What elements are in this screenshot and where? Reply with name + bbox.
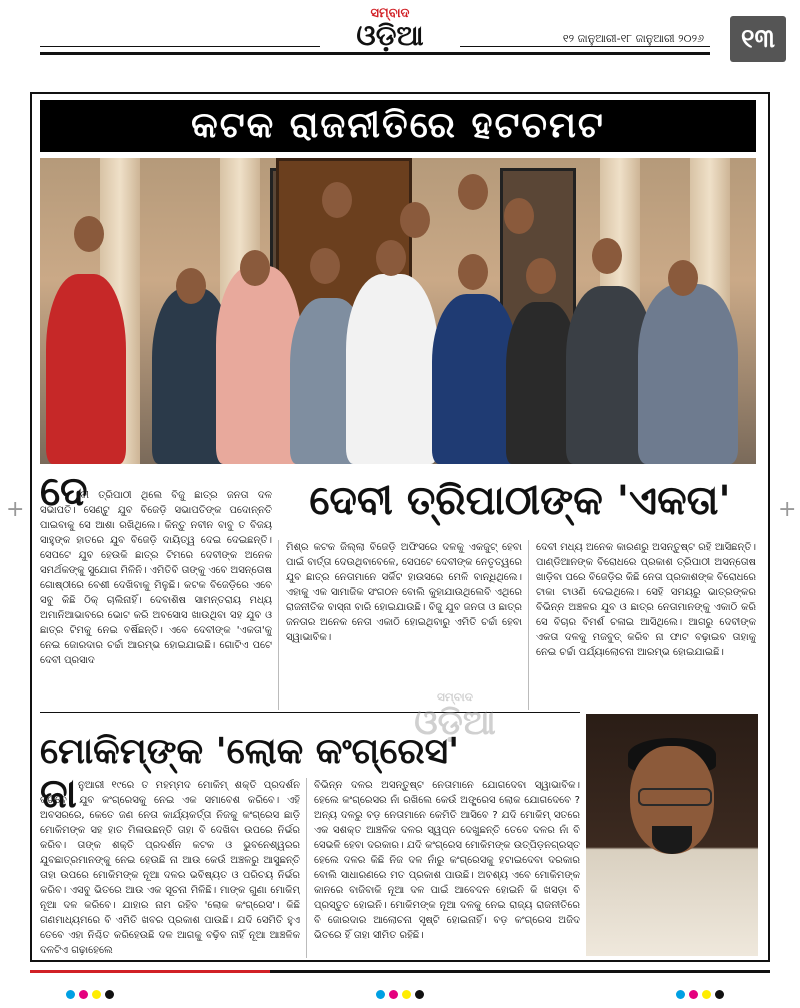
story2-column-1: ନୁଆରୀ ୧୯ରେ ତ ମହମ୍ମଦ ମୋକିମ୍ ଶକ୍ତି ପ୍ରଦର୍ଶନ କରିବେ। ଯୁବ କଂଗ୍ରେସକୁ ନେଇ ଏକ ସମାବେଶ କରିବେ। ଏହି ଅବସରରେ, କେତେ ଜଣ ନେତା କାର୍ଯ୍ୟକର୍ତ୍ତା ନିଜକୁ କଂଗ୍ରେସ ଛାଡ଼ି ମୋକିମଙ୍କ ସହ ହାତ ମିଳାଉଛନ୍ତି ତାହା ବି ଦେଖିବା ଉପରେ ନିର୍ଭର କରିବ। ତାଙ୍କ ଶକ୍ତି ପ୍ରଦର୍ଶନ କଟକ ଓ ଭୁବନେଶ୍ୱରର ଯୁବଛାତ୍ରମାନଙ୍କୁ ନେଇ ହେଉଛି ନା ଆଉ କେଉଁ ଅଞ୍ଚଳରୁ ଆସୁଛନ୍ତି ତାହା ଉପରେ ମୋକିମଙ୍କ ନୂଆ ଦଳର ଭବିଷ୍ୟତ ଓ ପରିଚୟ ନିର୍ଭର କରିବ। ଏସବୁ ଭିତରେ ଆଉ ଏକ ସୂଚନା ମିଳିଛି। ମାଙ୍କ ଗୁଣା ମୋକିମ୍ ନୂଆ ଦଳ କରିବେ। ଯାହାର ନାମ ରହିବ 'ଲୋକ କଂଗ୍ରେସ'। କିଛି ଗଣମାଧ୍ୟମରେ ବି ଏମିତି ଖବର ପ୍ରକାଶ ପାଉଛି। ଯଦି ସେମିତି ହୁଏ ତେବେ ଏହା ନିଶ୍ଚିତ କରିହେଉଛି ଦଳ ଆଗକୁ ବଢ଼ିବ ନାହିଁ ନୂଆ ଆଞ୍ଚଳିକ ଦଳଟିଏ ଗଢ଼ାହେଲେ — [40, 780, 300, 956]
portrait-beard — [652, 826, 692, 854]
issue-date: ୧୨ ଜାନୁଆରୀ-୧୮ ଜାନୁଆରୀ ୨୦୨୬ — [559, 32, 708, 46]
person-head — [310, 248, 340, 284]
person-head — [176, 268, 206, 304]
story1-dropcap: ଦେ — [40, 469, 88, 515]
black-dot — [715, 990, 724, 999]
crop-mark: + — [6, 497, 25, 522]
cyan-dot — [66, 990, 75, 999]
column-divider — [278, 540, 279, 710]
yellow-dot — [402, 990, 411, 999]
watermark-main: ଓଡ଼ିଆ — [414, 703, 496, 743]
person-head — [668, 260, 698, 296]
person — [638, 284, 738, 464]
registration-dots — [66, 984, 118, 1003]
story1-column-1: ବୀ ତ୍ରିପାଠୀ ଥିଲେ ବିଜୁ ଛାତ୍ର ଜନତା ଦଳ ସଭାପତି। ସେଣ୍ଟୁ ଯୁବ ବିଜେଡ଼ି ସଭାପତିଙ୍କ ପଦୋନ୍ନତି ପାଇବାକୁ ସେ ଆଶା ରଖିଥିଲେ। କିନ୍ତୁ ନବୀନ ବାବୁ ତ ବିଜୟ ସାହୁଙ୍କ ହାତରେ ଯୁବ ବିଜେଡ଼ି ଦାୟିତ୍ୱ ଦେଇ ଦେଇଛନ୍ତି। ସେପଟେ ଯୁବ ହେଉକି ଛାତ୍ର ଟିମରେ ଦେବୀଙ୍କ ଅନେକ ସମର୍ଥକଙ୍କୁ ସୁଯୋଗ ମିଳିନି। ଏମିତିବି ତାଙ୍କୁ ଏବେ ଅସନ୍ତୋଷ ଗୋଷ୍ଠୀରେ ବେଶୀ ଦେଖିବାକୁ ମିଳୁଛି। କଟକ ବିଜେଡ଼ିରେ ଏବେ ସବୁ କିଛି ଠିକ୍ ଚାଲିନାହିଁ। ଦେବାଶିଷ ସାମନ୍ତରାୟ ମଧ୍ୟ ଅମାନିଆଭାବରେ ଭୋଟ କରି ଅବସୋସ ଖାଉଥିବା ସହ ଯୁବ ଓ ଛାତ୍ର ଟିମକୁ ନେଇ ବର୍ଷିଛନ୍ତି। ଏବେ ଦେବୀଙ୍କ 'ଏକତା'କୁ ନେଇ ଜୋରଦାର ଚର୍ଚ୍ଚା ଆରମ୍ଭ ହୋଇଯାଇଛି। ଗୋଟିଏ ପଟେ ଦେବୀ ପ୍ରସାଦ — [40, 490, 272, 666]
story1-column-2: ମିଶ୍ର କଟକ ଜିଲ୍ଲା ବିଜେଡ଼ି ଅଫିସରେ ଦଳକୁ ଏକଜୁଟ୍ ହେବା ପାଇଁ ବାର୍ତ୍ତା ଦେଉଥିବାବେଳେ, ସେପଟେ ଦେବୀଙ୍କ ନେତୃତ୍ୱରେ ଯୁବ ଛାତ୍ର ନେତାମାନେ ସର୍କିଟ ହାଉସରେ ମେଳି ବାନ୍ଧିଥିଲେ। ଏହାକୁ ଏକ ସାମାଜିକ ସଂଗଠନ ବୋଲି କୁହାଯାଉଥିଲେବି ଏଥିରେ ରାଜନୀତିକ ବାସ୍ନା ବାରି ହୋଇଯାଉଛି। ବିଜୁ ଯୁବ ଜନତା ଓ ଛାତ୍ର ଜନତାର ଅନେକ ନେତା ଏକାଠି ହୋଇଥିବାରୁ ଏମିତି ଚର୍ଚ୍ଚା ହେବା ସ୍ୱାଭାବିକ। — [286, 542, 522, 643]
person-head — [592, 238, 622, 274]
footer-black-bar — [270, 970, 770, 973]
story2-headline: ମୋକିମ୍‌ଙ୍କ 'ଲୋକ କଂଗ୍ରେସ' — [40, 731, 460, 772]
magenta-dot — [389, 990, 398, 999]
story1-column-3: ଦେବୀ ମଧ୍ୟ ଅନେକ କାରଣରୁ ଅସନ୍ତୁଷ୍ଟ ରହି ଆସିଛନ୍ତି। ପାଣ୍ଡିଆନଙ୍କ ବିରୋଧରେ ପ୍ରକାଶ ତ୍ରିପାଠୀ ଅସନ୍ତୋଷ ଖାଡ଼ିବା ପରେ ବିଜେଡ଼ିର କିଛି ନେତା ପ୍ରକାଶଙ୍କ ବିରୋଧରେ ଟାକା ଟାଓଣି ଦେଇଥିଲେ। ସେହି ସମୟରୁ ଭାତ୍ରଙ୍କର ବିଭିନ୍ନ ଅଞ୍ଚଳର ଯୁବ ଓ ଛାତ୍ର ନେତାମାନଙ୍କୁ ଏକାଠି କରି ସେ ବିଚାର ବିମର୍ଶ ଚଳାଇ ଆସିଥିଲେ। ଆଗରୁ ଦେବୀଙ୍କ ଏକତା ଦଳକୁ ମଜବୁତ୍ କରିବ ନା ଫାଟ ବଢ଼ାଇବ ତାହାକୁ ନେଇ ଚର୍ଚ୍ଚା ପର୍ଯ୍ୟାଲୋଚନା ଆରମ୍ଭ ହୋଇଯାଇଛି। — [536, 542, 756, 658]
person-head — [74, 216, 104, 252]
group-photo — [40, 158, 756, 464]
person-head — [400, 202, 430, 238]
yellow-dot — [702, 990, 711, 999]
story2-dropcap: ଜା — [40, 771, 77, 817]
person — [46, 274, 126, 464]
page-number: ୧୩ — [730, 16, 786, 62]
person-head — [526, 258, 556, 294]
registration-dots — [376, 984, 428, 1003]
magenta-dot — [79, 990, 88, 999]
watermark-top: ସମ୍ବାଦ — [437, 690, 473, 704]
crop-mark: + — [778, 497, 797, 522]
person — [346, 274, 438, 464]
portrait-glasses — [638, 788, 712, 806]
column-divider — [306, 778, 307, 958]
person-head — [376, 240, 406, 276]
black-dot — [105, 990, 114, 999]
masthead — [0, 0, 800, 84]
footer-band — [30, 970, 770, 976]
cyan-dot — [376, 990, 385, 999]
masthead-rule — [40, 52, 710, 55]
person-head — [504, 198, 534, 234]
person-head — [240, 250, 270, 286]
story2-column-2: ବିଭିନ୍ନ ଦଳର ଅସନ୍ତୁଷ୍ଟ ନେତାମାନେ ଯୋଗଦେବା ସ୍ୱାଭାବିକ। ହେଲେ କଂଗ୍ରେସର ନାଁ ରଖିଲେ କେଉଁ ଅଙ୍ଗ୍ରେସ ଲୋକ ଯୋଗଦେବେ ? ଅନ୍ୟ ଦଳରୁ ବଡ଼ ନେତାମାନେ କେମିତି ଆସିବେ ? ଯଦି ମୋକିମ୍ ସତରେ ଏକ ସଶକ୍ତ ଆଞ୍ଚଳିକ ଦଳର ସ୍ୱପ୍ନ ଦେଖୁଛନ୍ତି ତେବେ ଦଳର ନାଁ ବି ସେଭଳି ହେବା ଦରକାର। ଯଦି କଂଗ୍ରେସ ମୋକିମଙ୍କ ଉତ୍ପିଡ଼ନଗ୍ରସ୍ତ ହେଲେ ଦଳର କିଛି ନିଜ ଦଳ ନାଁରୁ କଂଗ୍ରେସକୁ ହଟାଇଦେବା ଦରକାର ବୋଲି ସାଧାରଣରେ ମତ ପ୍ରକାଶ ପାଉଛି। ଅବଶ୍ୟ ଏବେ ମୋକିମଙ୍କ କାନରେ ବାଜିବାକି ନୂଆ ଦଳ ପାଇଁ ଆବେଦନ ହୋଇନି କି ଖସଡ଼ା ବି ପ୍ରସ୍ତୁତ ହୋଇନି। ମୋକିମଙ୍କ ନୂଆ ଦଳକୁ ନେଇ ରାଜ୍ୟ ରାଜନୀତିରେ ବି ଜୋରଦାର ଆଲୋଚନା ସୃଷ୍ଟି ହୋଇନାହିଁ। ବଡ଼ କଂଗ୍ରେସ ଅଜିଦ ଭିତରେ ହିଁ ତାହା ସୀମିତ ରହିଛି। — [314, 780, 580, 941]
story1-headline: ଦେବୀ ତ୍ରିପାଠୀଙ୍କ 'ଏକତା' — [309, 478, 731, 524]
footer-red-bar — [30, 970, 270, 973]
cyan-dot — [676, 990, 685, 999]
column-divider — [528, 540, 529, 710]
magenta-dot — [689, 990, 698, 999]
brand-top-text: ସମ୍ବାଦ — [370, 6, 410, 21]
brand-logo — [320, 6, 460, 51]
politician-portrait — [586, 714, 758, 956]
registration-dots — [676, 984, 728, 1003]
brand-main-text: ଓଡ଼ିଆ — [356, 19, 424, 52]
main-headline: କଟକ ରାଜନୀତିରେ ହଟଚମଟ — [40, 100, 756, 152]
person-head — [458, 254, 488, 290]
yellow-dot — [92, 990, 101, 999]
black-dot — [415, 990, 424, 999]
person-head — [322, 182, 352, 218]
person-head — [458, 174, 488, 210]
